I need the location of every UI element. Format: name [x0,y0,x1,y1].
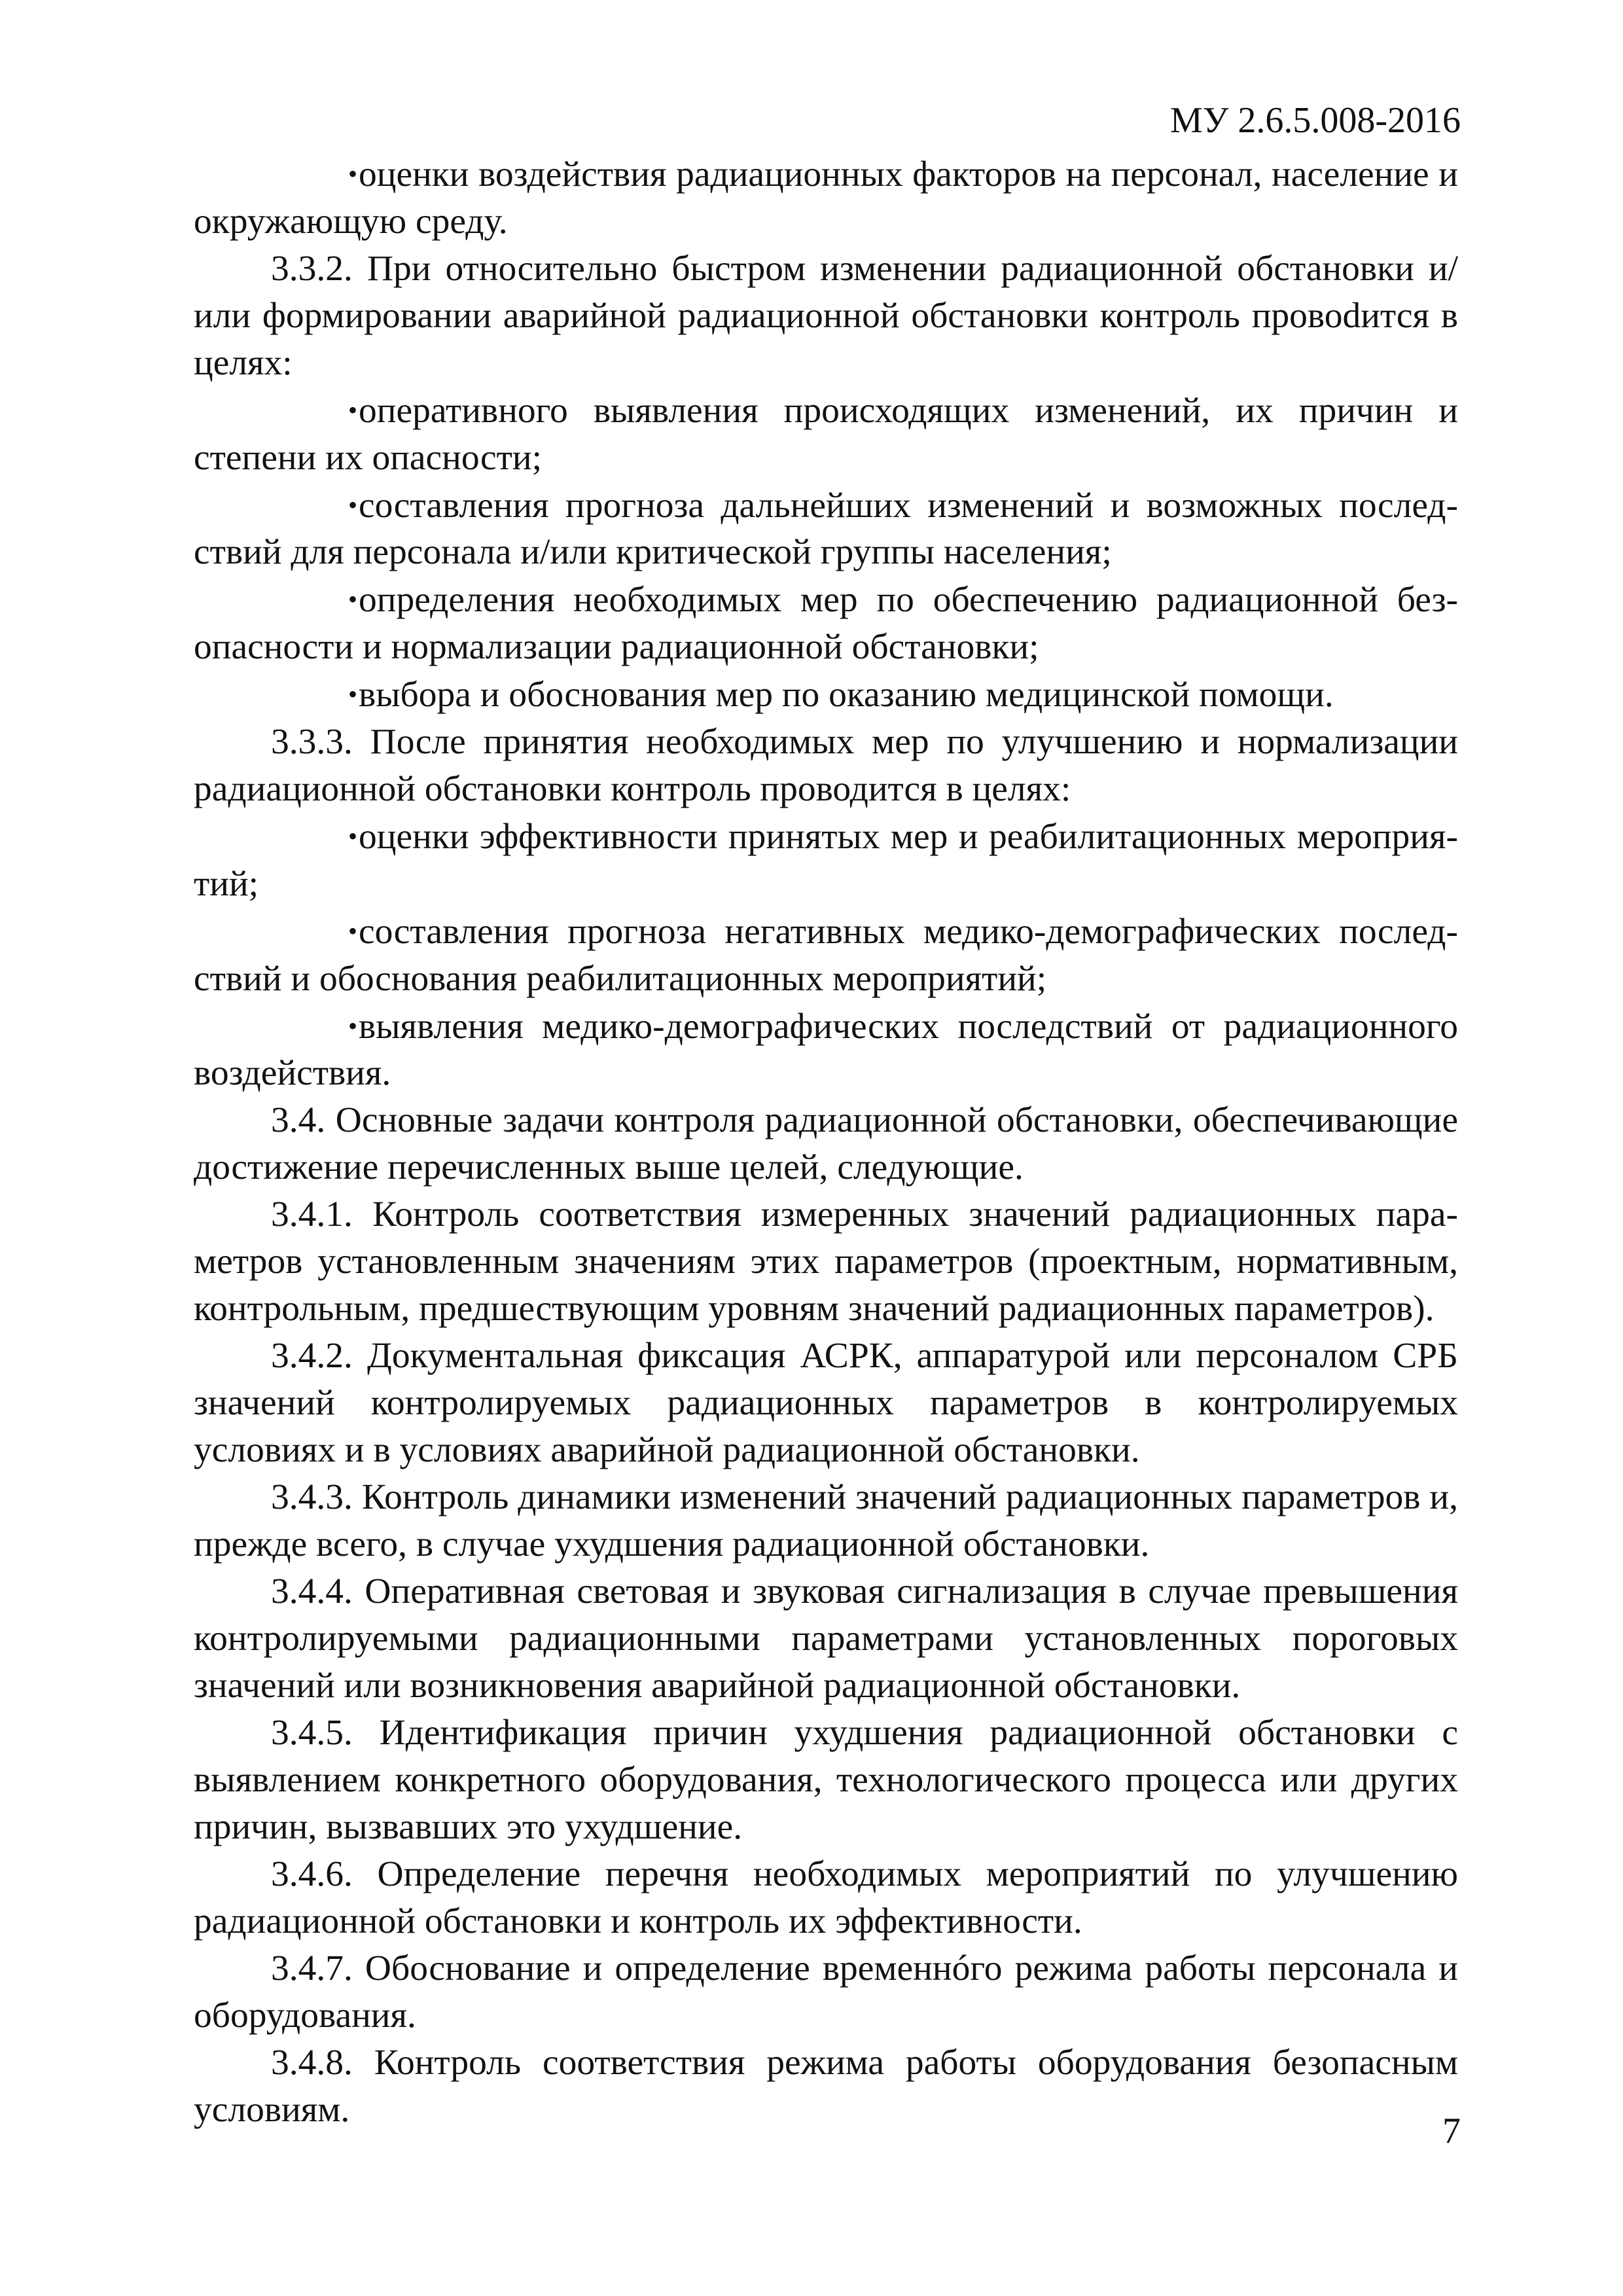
bullet-icon: • [348,916,358,946]
bullet-icon: • [348,159,358,188]
bullet-list-item [194,482,1458,577]
document-code-header: МУ 2.6.5.008-2016 [1169,100,1461,141]
paragraph-text: 3.4.8. Контроль соответствия режима работы оборудования безопасным условиям. [194,2043,1458,2130]
paragraph-text: 3.4.7. Обоснование и определение временнóго режима работы персонала и оборудования. [194,1948,1458,2036]
bullet-list-item [194,387,1458,482]
body-paragraph [194,1333,1458,1474]
body-paragraph [194,1710,1458,1851]
bullet-icon: • [348,584,358,615]
bullet-list-item [194,576,1458,671]
body-paragraph [194,1474,1458,1568]
page-number: 7 [1442,2111,1461,2151]
paragraph-text: составления прогноза дальнейших изменений и возможных последствий для персонала и/или критической группы населения; [194,485,1458,573]
bullet-icon: • [348,395,358,425]
paragraph-text: 3.4.3. Контроль динамики изменений значений радиационных параметров и, прежде всего, в случае ухудшения радиационной обстановки. [194,1477,1458,1565]
bullet-list-item [194,908,1458,1003]
paragraph-text: оперативного выявления происходящих изменений, их причин и степени их опасности; [194,390,1458,478]
body-paragraph [194,245,1458,387]
paragraph-text: 3.3.2. При относительно быстром изменении радиационной обстановки и/или формировании аварийной радиационной обстановки контроль провоdится в целях: [194,248,1458,383]
paragraph-text: 3.4.2. Документальная фиксация АСРК, аппаратурой или персоналом СРБ значений контролируемых радиационных параметров в контролируемых условиях и в условиях аварийной радиационной обстановки. [194,1336,1458,1471]
body-paragraph [194,1851,1458,1945]
paragraph-text: определения необходимых мер по обеспечению радиационной безопасности и нормализации радиационной обстановки; [194,580,1458,668]
bullet-list-item [194,813,1458,908]
body-paragraph [194,1568,1458,1710]
paragraph-text: выявления медико-демографических последствий от радиационного воздействия. [194,1006,1458,1094]
body-paragraph [194,719,1458,813]
bullet-list-item [194,1003,1458,1098]
paragraph-text: 3.4. Основные задачи контроля радиационной обстановки, обеспечивающие достижение перечисленных выше целей, следующие. [194,1100,1458,1188]
body-paragraph [194,1191,1458,1333]
body-paragraph [194,2039,1458,2134]
paragraph-text: 3.4.5. Идентификация причин ухудшения радиационной обстановки с выявлением конкретного оборудования, технологического процесса или других причин, вызвавших это ухудшение. [194,1713,1458,1848]
bullet-list-item [194,671,1458,719]
paragraph-text: 3.3.3. После принятия необходимых мер по улучшению и нормализации радиационной обстановки контроль проводится в целях: [194,721,1458,809]
paragraph-text: оценки эффективности принятых мер и реабилитационных мероприятий; [194,816,1458,904]
paragraph-text: оценки воздействия радиационных факторов на персонал, население и окружающую среду. [194,154,1458,242]
bullet-icon: • [348,679,358,709]
bullet-icon: • [348,821,358,851]
bullet-icon: • [348,1011,358,1041]
document-body [194,151,1458,2134]
paragraph-text: выбора и обоснования мер по оказанию медицинской помощи. [359,674,1334,715]
paragraph-text: 3.4.4. Оперативная световая и звуковая сигнализация в случае превышения контролируемыми радиационными параметрами установленных пороговых значений или возникновения аварийной радиационной обстановки. [194,1571,1458,1706]
bullet-list-item [194,151,1458,245]
body-paragraph [194,1097,1458,1191]
bullet-icon: • [348,490,358,520]
body-paragraph [194,1945,1458,2039]
paragraph-text: составления прогноза негативных медико-демографических последствий и обоснования реабилитационных мероприятий; [194,911,1458,999]
paragraph-text: 3.4.1. Контроль соответствия измеренных значений радиационных параметров установленным значениям этих параметров (проектным, нормативным, контрольным, предшествующим уровням значений радиационных параметров). [194,1194,1458,1329]
paragraph-text: 3.4.6. Определение перечня необходимых мероприятий по улучшению радиационной обстановки и контроль их эффективности. [194,1854,1458,1942]
